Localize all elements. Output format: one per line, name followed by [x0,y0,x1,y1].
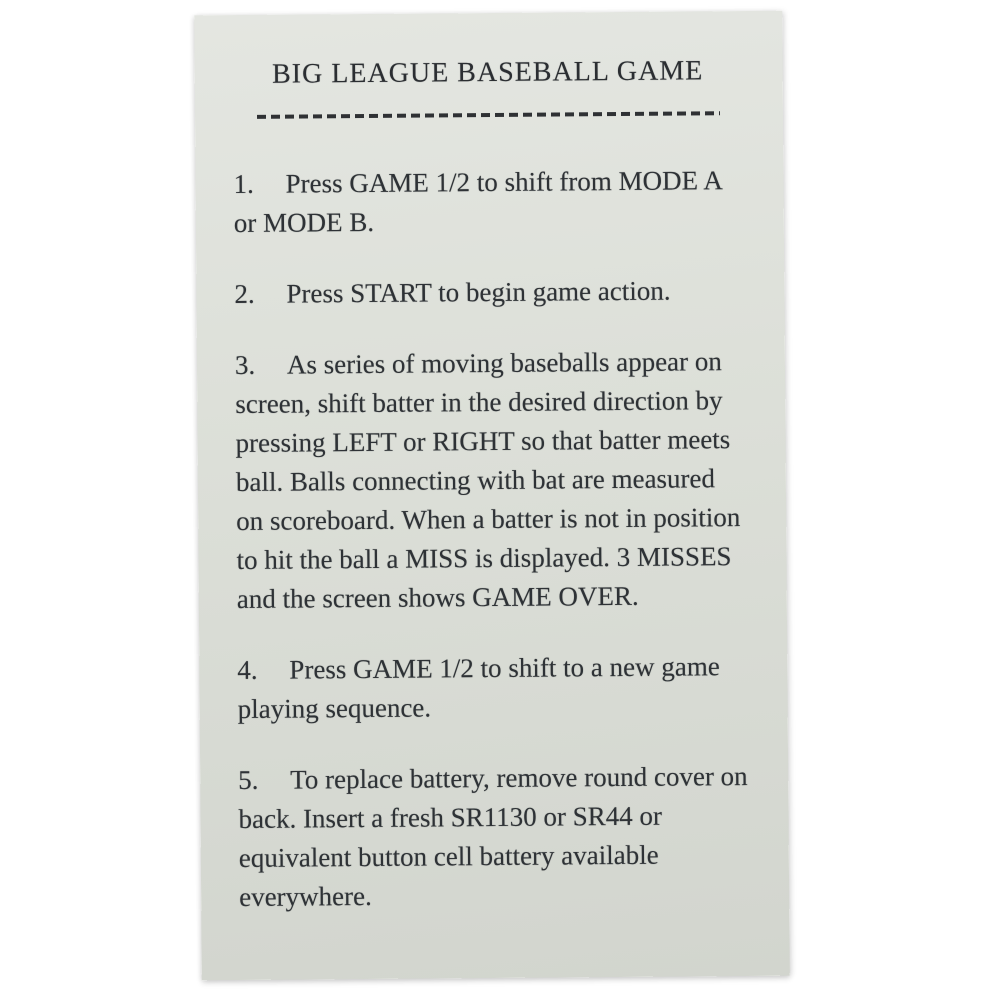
item-number: 1. [233,168,254,200]
item-number: 3. [234,349,256,381]
instruction-card [194,11,790,981]
instruction-item-1 [233,161,744,243]
item-text: Press GAME 1/2 to shift from MODE A or MODE B. [233,165,722,239]
instruction-item-4 [237,647,748,729]
instruction-item-3 [235,342,747,619]
item-text: To replace battery, remove round cover on back. Insert a fresh SR1130 or SR44 or equivalent button cell battery available everywhere. [238,761,748,912]
item-number: 5. [238,764,259,796]
instruction-item-2 [234,271,744,314]
instruction-list [233,161,749,917]
card-title: BIG LEAGUE BASEBALL GAME [271,55,704,90]
item-text: Press START to begin game action. [286,275,671,309]
item-number: 2. [234,278,255,310]
item-text: Press GAME 1/2 to shift to a new game playing sequence. [237,651,720,725]
item-text: As series of moving baseballs appear on screen, shift batter in the desired direction by pressing LEFT or RIGHT so that batter meets ball. Balls connecting with bat are measured on scoreboard. When a batter is not in position to hit the ball a MISS is displayed. 3 MISSES and the screen shows GAME OVER. [235,346,741,615]
instruction-item-5 [238,757,749,917]
item-number: 4. [237,654,258,686]
dashed-divider [257,111,720,119]
